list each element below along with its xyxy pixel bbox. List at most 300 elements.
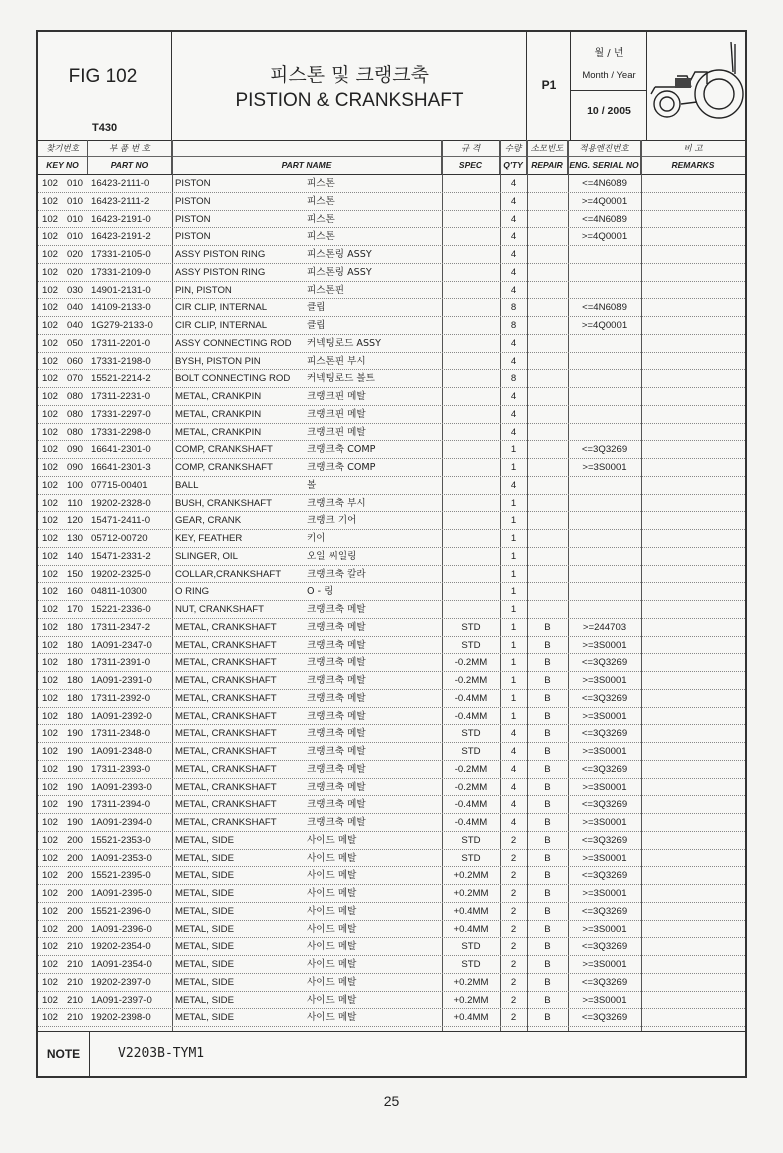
table-row xyxy=(38,708,745,726)
table-row xyxy=(38,211,745,229)
cell-spec: +0.4MM xyxy=(453,923,489,935)
cell-part-no: 16641-2301-3 xyxy=(91,462,151,473)
cell-spec: STD xyxy=(461,852,481,864)
page-code-cell xyxy=(527,32,571,140)
cell-part-name-ko: 크랭크핀 메탈 xyxy=(307,408,366,420)
cell-fig: 102 xyxy=(41,728,58,740)
cell-part-no: 04811-10300 xyxy=(91,586,147,598)
cell-spec: +0.2MM xyxy=(453,976,489,988)
cell-qty: 8 xyxy=(510,320,517,331)
cell-qty: 1 xyxy=(510,462,517,473)
cell-remarks xyxy=(641,885,745,902)
cell-part-no: 17311-2392-0 xyxy=(91,692,151,704)
cell-remarks xyxy=(641,495,745,512)
cell-part-no: 1A091-2397-0 xyxy=(91,994,152,1006)
cell-fig: 102 xyxy=(41,941,58,953)
cell-serial: >=3S0001 xyxy=(582,639,627,651)
cell-repair: B xyxy=(544,657,551,669)
cell-qty: 8 xyxy=(510,373,517,385)
cell-part-no: 15521-2214-2 xyxy=(91,373,151,385)
cell-key-no: 060 xyxy=(66,355,83,367)
cell-part-name-ko: 크랭크축 메탈 xyxy=(307,799,366,811)
cell-repair: B xyxy=(544,621,551,633)
cell-remarks xyxy=(641,459,745,476)
cell-repair: B xyxy=(544,799,551,811)
cell-serial: <=4N6089 xyxy=(582,302,627,314)
cell-part-name-en: BOLT CONNECTING ROD xyxy=(175,373,291,385)
cell-qty: 1 xyxy=(510,639,517,651)
cell-remarks xyxy=(641,424,745,441)
cell-remarks xyxy=(641,725,745,742)
col-remarks: 비 고 REMARKS xyxy=(671,144,715,170)
cell-spec xyxy=(442,583,500,600)
cell-part-name-en: PISTON xyxy=(175,231,211,243)
cell-part-no: 19202-2325-0 xyxy=(91,568,151,580)
cell-key-no: 190 xyxy=(66,746,83,757)
cell-spec xyxy=(442,317,500,334)
table-row xyxy=(38,388,745,406)
cell-fig: 102 xyxy=(41,710,58,722)
cell-repair xyxy=(527,424,568,441)
cell-part-name-en: COMP, CRANKSHAFT xyxy=(175,462,273,473)
cell-remarks xyxy=(641,282,745,299)
cell-spec xyxy=(442,477,500,494)
cell-key-no: 040 xyxy=(66,302,83,314)
cell-fig: 102 xyxy=(41,781,58,793)
cell-part-no: 19202-2398-0 xyxy=(91,1012,151,1024)
cell-fig: 102 xyxy=(41,550,58,562)
cell-remarks xyxy=(641,406,745,423)
cell-part-no: 17331-2298-0 xyxy=(91,426,151,438)
cell-part-no: 16423-2191-2 xyxy=(91,231,151,243)
cell-fig: 102 xyxy=(41,994,58,1006)
cell-remarks xyxy=(641,583,745,600)
cell-part-no: 16423-2111-0 xyxy=(91,178,150,189)
cell-serial: >=3S0001 xyxy=(582,675,627,686)
cell-part-name-en: PIN, PISTON xyxy=(175,284,232,296)
cell-key-no: 190 xyxy=(66,799,83,811)
cell-serial: <=3Q3269 xyxy=(581,941,628,953)
cell-part-no: 17311-2201-0 xyxy=(91,337,151,349)
cell-part-name-en: METAL, CRANKSHAFT xyxy=(175,675,277,686)
cell-part-no: 19202-2397-0 xyxy=(91,976,151,988)
cell-part-name-en: GEAR, CRANK xyxy=(175,515,242,527)
cell-part-no: 14901-2131-0 xyxy=(91,284,151,296)
cell-key-no: 180 xyxy=(66,621,83,633)
cell-repair: B xyxy=(544,746,551,757)
cell-qty: 1 xyxy=(510,533,517,544)
cell-spec xyxy=(442,246,500,263)
table-row xyxy=(38,512,745,530)
cell-qty: 1 xyxy=(510,692,517,704)
cell-spec xyxy=(442,530,500,547)
cell-spec: -0.4MM xyxy=(454,799,488,811)
cell-remarks xyxy=(641,761,745,778)
cell-part-no: 17331-2105-0 xyxy=(91,249,151,260)
cell-remarks xyxy=(641,228,745,245)
cell-serial: >=3S0001 xyxy=(582,888,627,899)
table-row xyxy=(38,566,745,584)
cell-qty: 4 xyxy=(510,266,517,278)
cell-remarks xyxy=(641,601,745,618)
table-row xyxy=(38,690,745,708)
cell-spec xyxy=(442,406,500,423)
cell-part-name-en: PISTON xyxy=(175,195,211,207)
cell-part-name-ko: 크랭크축 메탈 xyxy=(307,817,366,828)
cell-qty: 1 xyxy=(510,710,517,722)
cell-part-name-ko: 사이드 메탈 xyxy=(307,870,357,882)
cell-remarks xyxy=(641,654,745,671)
cell-fig: 102 xyxy=(41,870,58,882)
table-row xyxy=(38,725,745,743)
cell-qty: 4 xyxy=(510,746,517,757)
cell-spec: -0.4MM xyxy=(454,692,488,704)
cell-part-name-en: METAL, CRANKSHAFT xyxy=(175,692,277,704)
cell-part-name-en: METAL, CRANKPIN xyxy=(175,391,262,402)
cell-repair: B xyxy=(544,994,551,1006)
date-cell xyxy=(571,32,647,140)
cell-fig: 102 xyxy=(41,657,58,669)
cell-remarks xyxy=(641,335,745,352)
cell-spec xyxy=(442,335,500,352)
cell-part-no: 1A091-2348-0 xyxy=(91,746,152,757)
cell-qty: 4 xyxy=(510,479,517,491)
cell-fig: 102 xyxy=(41,675,58,686)
cell-part-name-en: KEY, FEATHER xyxy=(175,533,243,544)
table-row xyxy=(38,743,745,761)
cell-serial: <=3Q3269 xyxy=(581,1012,628,1024)
title-korean: 피스톤 및 크랭크축 xyxy=(270,64,429,86)
cell-spec: +0.2MM xyxy=(453,888,489,899)
cell-part-name-ko: 사이드 메탈 xyxy=(307,852,357,864)
cell-remarks xyxy=(641,708,745,725)
cell-repair: B xyxy=(544,763,551,775)
table-row xyxy=(38,228,745,246)
cell-serial xyxy=(568,406,641,423)
cell-part-name-ko: O - 링 xyxy=(307,586,334,598)
cell-remarks xyxy=(641,1009,745,1026)
cell-part-name-ko: 크랭크축 메탈 xyxy=(307,604,366,615)
cell-qty: 4 xyxy=(510,799,517,811)
cell-part-name-ko: 키이 xyxy=(307,533,326,544)
cell-part-no: 1G279-2133-0 xyxy=(91,320,153,331)
cell-serial xyxy=(568,495,641,512)
cell-remarks xyxy=(641,246,745,263)
cell-key-no: 210 xyxy=(66,994,83,1006)
cell-spec xyxy=(442,264,500,281)
cell-fig: 102 xyxy=(41,444,58,456)
table-row xyxy=(38,264,745,282)
cell-key-no: 040 xyxy=(66,320,83,331)
cell-key-no: 200 xyxy=(66,870,83,882)
cell-qty: 1 xyxy=(510,675,517,686)
cell-remarks xyxy=(641,619,745,636)
cell-serial: >=3S0001 xyxy=(582,746,627,757)
cell-part-name-en: METAL, SIDE xyxy=(175,976,234,988)
cell-fig: 102 xyxy=(41,391,58,402)
table-row xyxy=(38,193,745,211)
cell-repair xyxy=(527,317,568,334)
cell-part-name-ko: 크랭크축 메탈 xyxy=(307,746,366,757)
cell-qty: 1 xyxy=(510,657,517,669)
cell-qty: 2 xyxy=(510,852,517,864)
cell-part-name-en: COLLAR,CRANKSHAFT xyxy=(175,568,282,580)
cell-qty: 4 xyxy=(510,355,517,367)
cell-key-no: 080 xyxy=(66,391,83,402)
cell-qty: 4 xyxy=(510,426,517,438)
cell-remarks xyxy=(641,956,745,973)
cell-part-name-ko: 사이드 메탈 xyxy=(307,905,357,917)
cell-qty: 4 xyxy=(510,195,517,207)
cell-part-name-en: METAL, SIDE xyxy=(175,923,234,935)
table-row xyxy=(38,175,745,193)
cell-fig: 102 xyxy=(41,302,58,314)
cell-fig: 102 xyxy=(41,479,58,491)
cell-qty: 2 xyxy=(510,976,517,988)
cell-repair xyxy=(527,228,568,245)
table-row xyxy=(38,1009,745,1027)
cell-part-name-ko: 크랭크축 메탈 xyxy=(307,763,366,775)
table-row xyxy=(38,246,745,264)
table-row xyxy=(38,867,745,885)
cell-key-no: 010 xyxy=(66,178,83,189)
cell-serial: >=3S0001 xyxy=(582,923,627,935)
cell-part-name-en: SLINGER, OIL xyxy=(175,550,238,562)
cell-repair: B xyxy=(544,675,551,686)
cell-fig: 102 xyxy=(41,746,58,757)
cell-qty: 4 xyxy=(510,763,517,775)
cell-remarks xyxy=(641,566,745,583)
cell-part-name-en: METAL, CRANKSHAFT xyxy=(175,817,277,828)
cell-key-no: 200 xyxy=(66,905,83,917)
cell-serial: >=4Q0001 xyxy=(581,195,628,207)
cell-part-name-ko: 피스톤 xyxy=(307,231,335,243)
cell-part-name-en: METAL, SIDE xyxy=(175,834,234,846)
table-row xyxy=(38,282,745,300)
table-row xyxy=(38,796,745,814)
cell-part-no: 15521-2353-0 xyxy=(91,834,151,846)
cell-qty: 1 xyxy=(510,568,517,580)
cell-repair xyxy=(527,299,568,316)
cell-spec: STD xyxy=(461,639,481,651)
cell-part-name-en: ASSY CONNECTING ROD xyxy=(175,337,292,349)
cell-part-no: 17311-2394-0 xyxy=(91,799,151,811)
cell-key-no: 210 xyxy=(66,959,83,970)
cell-part-name-en: BYSH, PISTON PIN xyxy=(175,355,261,367)
cell-spec xyxy=(442,495,500,512)
cell-fig: 102 xyxy=(41,852,58,864)
cell-key-no: 010 xyxy=(66,231,83,243)
cell-fig: 102 xyxy=(41,568,58,580)
cell-serial: <=4N6089 xyxy=(582,178,627,189)
cell-part-name-ko: 피스톤 xyxy=(307,213,335,225)
cell-remarks xyxy=(641,974,745,991)
cell-remarks xyxy=(641,264,745,281)
table-row xyxy=(38,441,745,459)
cell-qty: 4 xyxy=(510,337,517,349)
cell-part-name-ko: 사이드 메탈 xyxy=(307,888,357,899)
cell-remarks xyxy=(641,530,745,547)
cell-repair xyxy=(527,441,568,458)
cell-part-name-ko: 사이드 메탈 xyxy=(307,834,357,846)
cell-fig: 102 xyxy=(41,195,58,207)
cell-repair: B xyxy=(544,976,551,988)
table-row xyxy=(38,672,745,690)
cell-remarks xyxy=(641,796,745,813)
cell-part-name-ko: 크랭크축 메탈 xyxy=(307,728,366,740)
cell-part-name-ko: 클립 xyxy=(307,320,326,331)
cell-spec: -0.2MM xyxy=(454,657,488,669)
cell-fig: 102 xyxy=(41,533,58,544)
table-row xyxy=(38,761,745,779)
cell-qty: 2 xyxy=(510,870,517,882)
cell-remarks xyxy=(641,814,745,831)
cell-spec xyxy=(442,193,500,210)
cell-serial xyxy=(568,548,641,565)
cell-serial: <=3Q3269 xyxy=(581,444,628,456)
parts-sheet xyxy=(36,30,747,1078)
cell-part-name-en: METAL, SIDE xyxy=(175,1012,234,1024)
cell-key-no: 140 xyxy=(66,550,83,562)
cell-remarks xyxy=(641,317,745,334)
cell-part-name-en: METAL, CRANKSHAFT xyxy=(175,781,277,793)
cell-part-no: 1A091-2354-0 xyxy=(91,959,152,970)
cell-serial: >=3S0001 xyxy=(582,781,627,793)
cell-part-no: 1A091-2347-0 xyxy=(91,639,152,651)
cell-qty: 2 xyxy=(510,994,517,1006)
cell-key-no: 090 xyxy=(66,444,83,456)
cell-fig: 102 xyxy=(41,249,58,260)
cell-part-name-ko: 크랭크축 COMP xyxy=(307,462,376,473)
cell-key-no: 160 xyxy=(66,586,83,598)
cell-fig: 102 xyxy=(41,834,58,846)
cell-key-no: 180 xyxy=(66,639,83,651)
cell-part-name-ko: 클립 xyxy=(307,302,326,314)
cell-part-name-en: METAL, SIDE xyxy=(175,941,234,953)
cell-key-no: 120 xyxy=(66,515,83,527)
table-row xyxy=(38,530,745,548)
cell-spec: STD xyxy=(461,728,481,740)
cell-part-name-ko: 피스톤 xyxy=(307,195,335,207)
cell-spec: STD xyxy=(461,959,481,970)
cell-qty: 1 xyxy=(510,444,517,456)
cell-part-no: 15221-2336-0 xyxy=(91,604,151,615)
cell-part-name-ko: 볼 xyxy=(307,479,317,491)
cell-part-name-en: METAL, CRANKSHAFT xyxy=(175,763,277,775)
cell-qty: 4 xyxy=(510,728,517,740)
model-code: T430 xyxy=(92,122,118,134)
cell-repair: B xyxy=(544,870,551,882)
cell-part-name-en: CIR CLIP, INTERNAL xyxy=(175,302,268,314)
cell-part-name-ko: 피스톤핀 xyxy=(307,284,345,296)
cell-key-no: 010 xyxy=(66,195,83,207)
cell-spec xyxy=(442,512,500,529)
cell-remarks xyxy=(641,370,745,387)
cell-part-name-ko: 커넥팅로드 ASSY xyxy=(307,337,381,349)
cell-part-name-en: METAL, SIDE xyxy=(175,905,234,917)
cell-repair xyxy=(527,495,568,512)
cell-key-no: 210 xyxy=(66,941,83,953)
cell-spec: STD xyxy=(461,746,481,757)
cell-part-no: 19202-2328-0 xyxy=(91,497,151,509)
table-row xyxy=(38,601,745,619)
month-year-english: Month / Year xyxy=(582,70,636,81)
cell-remarks xyxy=(641,193,745,210)
cell-repair xyxy=(527,193,568,210)
cell-key-no: 170 xyxy=(66,604,83,615)
cell-part-name-en: BUSH, CRANKSHAFT xyxy=(175,497,273,509)
cell-repair xyxy=(527,601,568,618)
cell-key-no: 180 xyxy=(66,710,83,722)
cell-part-name-ko: 크랭크축 메탈 xyxy=(307,781,366,793)
cell-key-no: 050 xyxy=(66,337,83,349)
cell-part-name-en: METAL, CRANKSHAFT xyxy=(175,657,277,669)
fig-cell xyxy=(38,32,172,140)
cell-spec: -0.2MM xyxy=(454,781,488,793)
table-row xyxy=(38,938,745,956)
cell-fig: 102 xyxy=(41,320,58,331)
table-row xyxy=(38,885,745,903)
cell-part-name-en: METAL, CRANKSHAFT xyxy=(175,621,277,633)
cell-repair xyxy=(527,264,568,281)
cell-spec: -0.2MM xyxy=(454,675,488,686)
cell-fig: 102 xyxy=(41,462,58,473)
cell-part-name-ko: 피스톤핀 부시 xyxy=(307,355,366,367)
cell-qty: 2 xyxy=(510,834,517,846)
cell-repair xyxy=(527,388,568,405)
table-row xyxy=(38,779,745,797)
cell-key-no: 130 xyxy=(66,533,83,544)
cell-fig: 102 xyxy=(41,373,58,385)
cell-fig: 102 xyxy=(41,817,58,828)
cell-repair: B xyxy=(544,1012,551,1024)
cell-key-no: 200 xyxy=(66,852,83,864)
cell-part-no: 05712-00720 xyxy=(91,533,148,544)
table-row xyxy=(38,495,745,513)
cell-part-no: 19202-2354-0 xyxy=(91,941,151,953)
col-serial: 적용엔진번호 ENG. SERIAL NO xyxy=(568,140,641,174)
cell-part-name-ko: 크랭크축 메탈 xyxy=(307,675,366,686)
cell-part-no: 1A091-2391-0 xyxy=(91,675,152,686)
cell-part-name-en: O RING xyxy=(175,586,210,598)
cell-spec xyxy=(442,228,500,245)
cell-part-no: 1A091-2394-0 xyxy=(91,817,152,828)
cell-part-name-ko: 피스톤링 ASSY xyxy=(307,266,372,278)
note-label: NOTE xyxy=(38,1032,90,1076)
table-row xyxy=(38,814,745,832)
cell-serial: <=3Q3269 xyxy=(581,763,628,775)
cell-remarks xyxy=(641,779,745,796)
cell-fig: 102 xyxy=(41,426,58,438)
cell-spec: -0.4MM xyxy=(454,817,488,828)
cell-fig: 102 xyxy=(41,763,58,775)
table-row xyxy=(38,353,745,371)
cell-spec: STD xyxy=(461,941,481,953)
note-value: V2203B-TYM1 xyxy=(118,1046,205,1061)
cell-key-no: 200 xyxy=(66,923,83,935)
cell-part-name-ko: 크랭크핀 메탈 xyxy=(307,426,366,438)
cell-part-name-en: PISTON xyxy=(175,213,211,225)
cell-part-no: 16641-2301-0 xyxy=(91,444,151,456)
cell-repair: B xyxy=(544,959,551,970)
cell-part-name-ko: 오일 씨일링 xyxy=(307,550,357,562)
table-row xyxy=(38,583,745,601)
cell-key-no: 030 xyxy=(66,284,83,296)
cell-key-no: 180 xyxy=(66,692,83,704)
cell-serial: <=3Q3269 xyxy=(581,692,628,704)
cell-repair: B xyxy=(544,923,551,935)
cell-remarks xyxy=(641,672,745,689)
